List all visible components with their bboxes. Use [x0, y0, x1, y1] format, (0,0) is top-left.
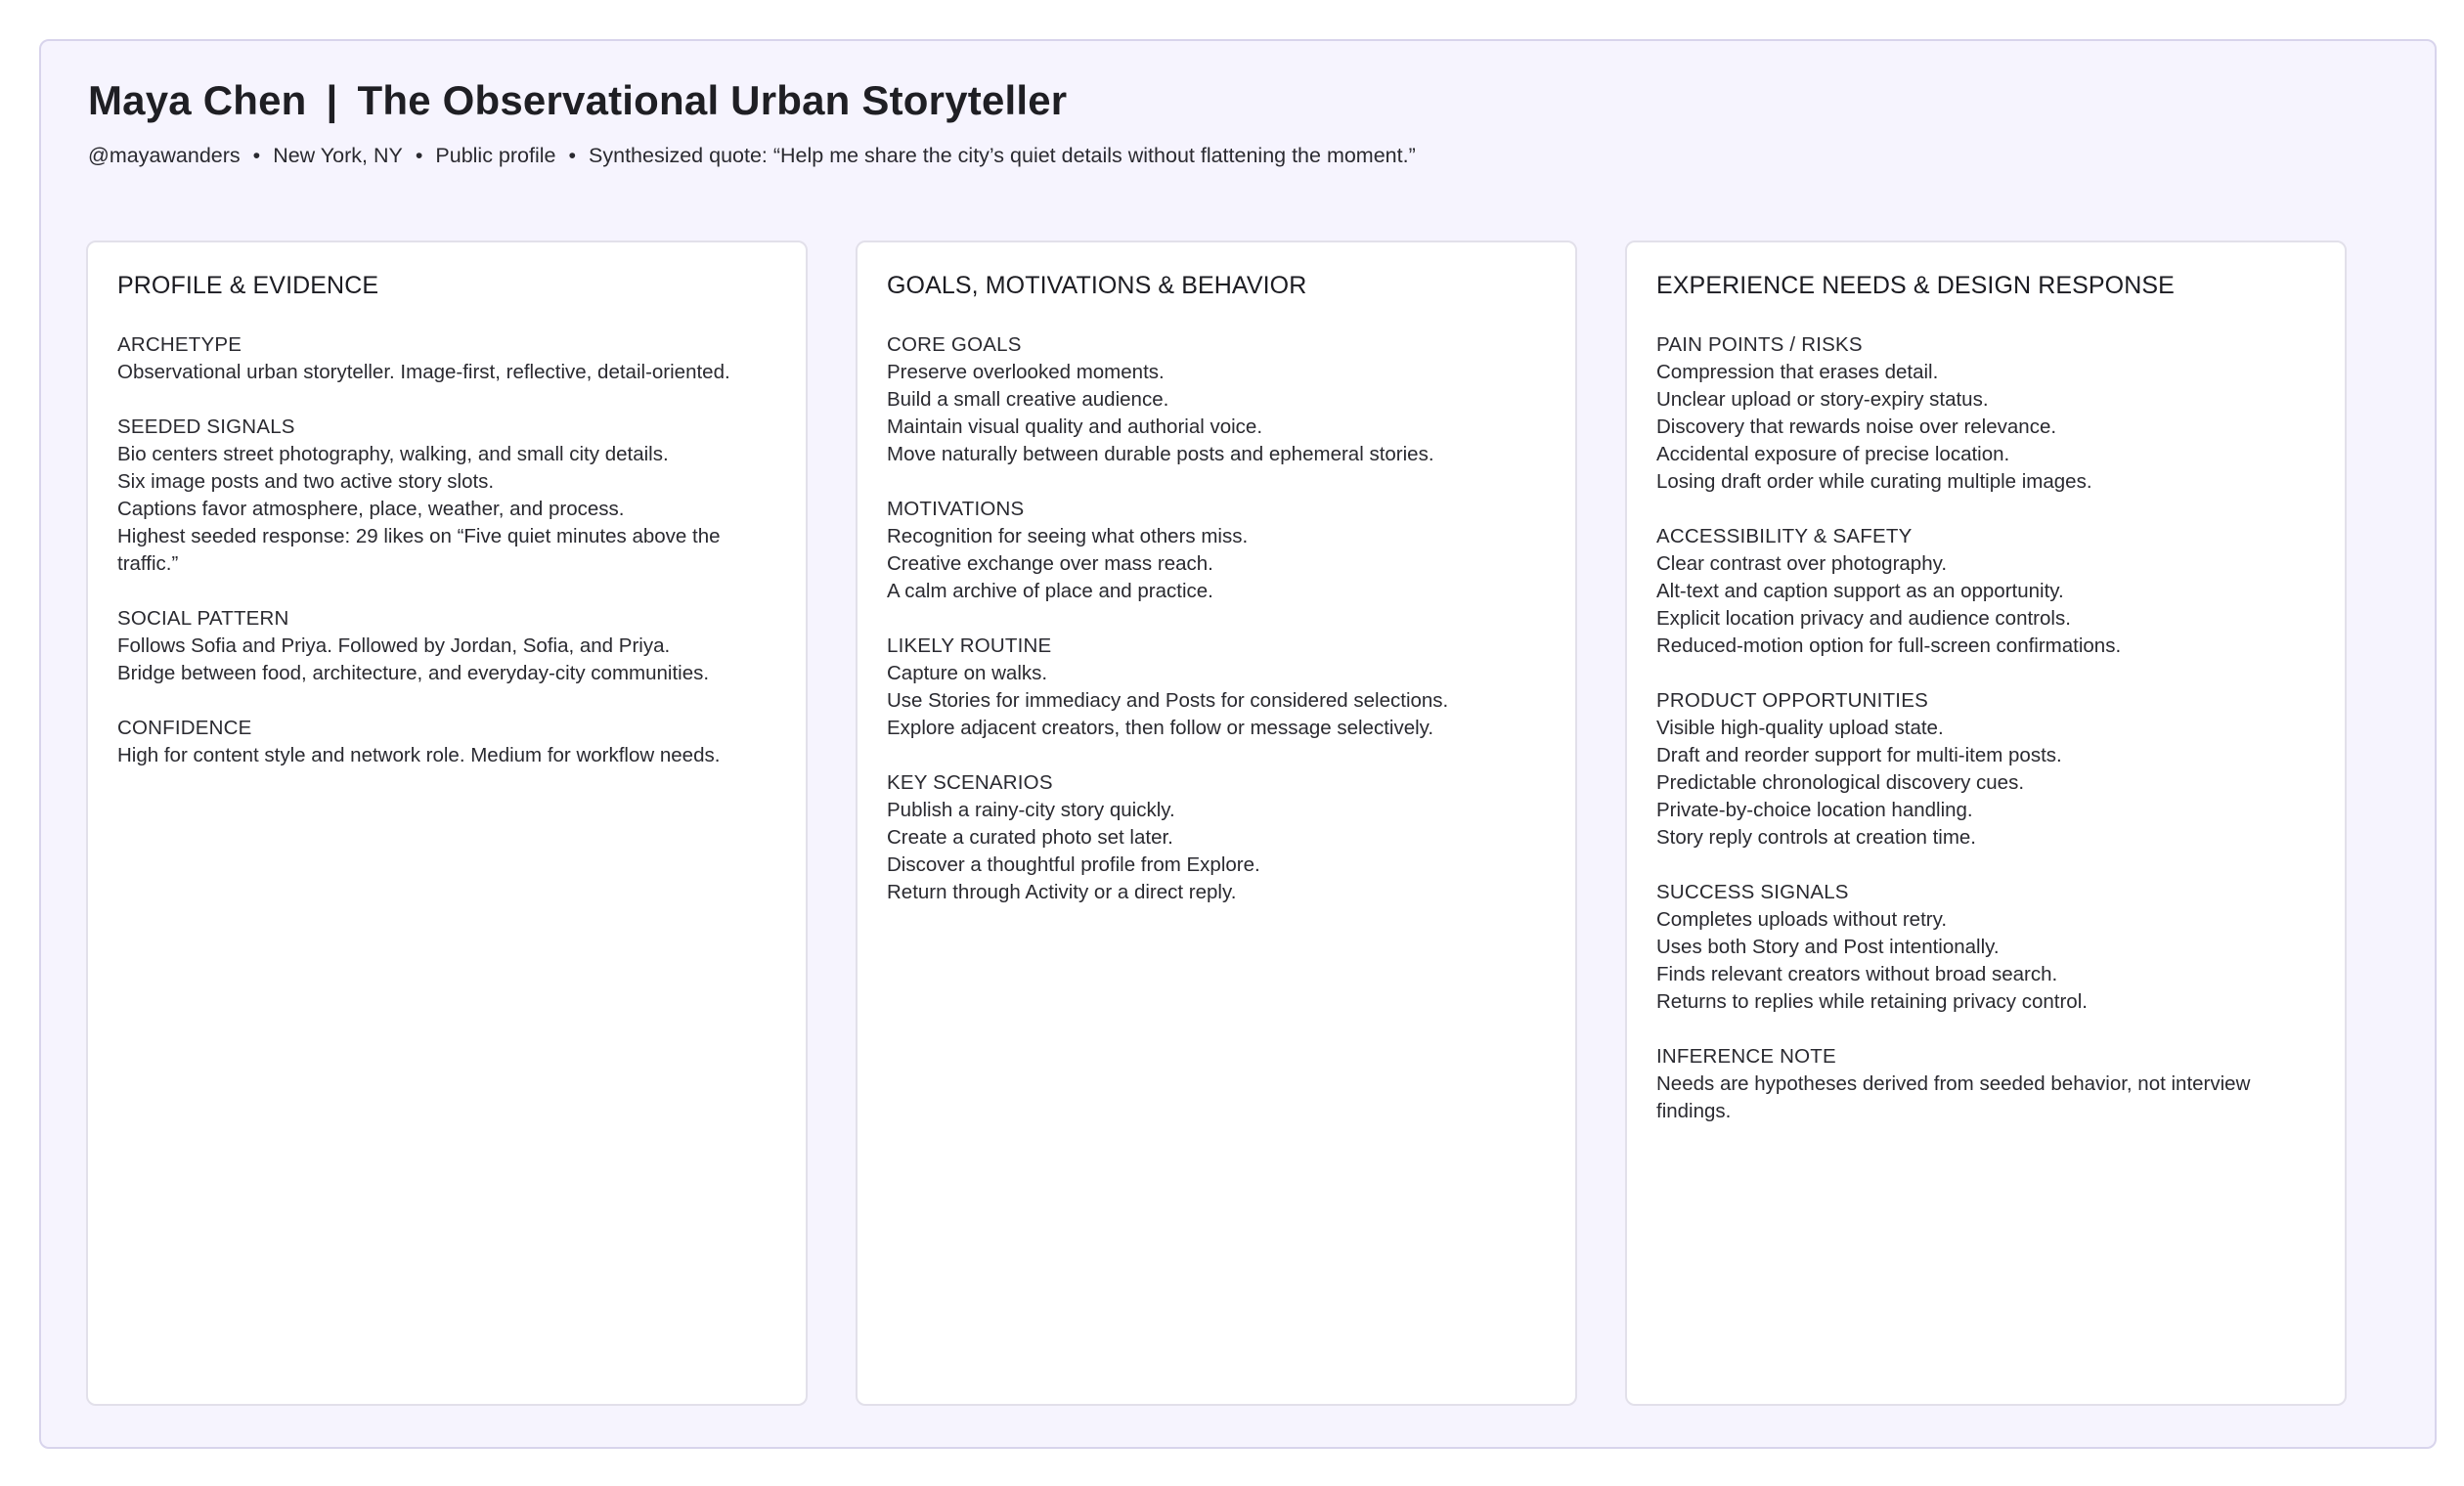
section — [887, 496, 1546, 605]
section-line: Draft and reorder support for multi-item posts. — [1656, 743, 2062, 766]
meta-visibility: Public profile — [435, 144, 556, 167]
section — [1656, 331, 2315, 496]
section-line: Returns to replies while retaining privacy control. — [1656, 989, 2088, 1013]
persona-role: The Observational Urban Storyteller — [357, 77, 1068, 123]
section-title: MOTIVATIONS — [887, 497, 1025, 520]
section — [1656, 523, 2315, 660]
section — [1656, 1043, 2315, 1125]
meta-separator: • — [252, 144, 261, 167]
section-line: Needs are hypotheses derived from seeded behavior, not interview findings. — [1656, 1071, 2251, 1122]
section-title: PRODUCT OPPORTUNITIES — [1656, 688, 1928, 712]
section-line: Maintain visual quality and authorial voice. — [887, 415, 1263, 438]
section — [117, 715, 776, 769]
section — [1656, 879, 2315, 1016]
section-line: Use Stories for immediacy and Posts for considered selections. — [887, 688, 1449, 712]
card-title: GOALS, MOTIVATIONS & BEHAVIOR — [887, 272, 1307, 299]
section-title: ARCHETYPE — [117, 332, 242, 356]
section-line: Bio centers street photography, walking, and small city details. — [117, 442, 669, 465]
section-line: Accidental exposure of precise location. — [1656, 442, 2010, 465]
section-title: INFERENCE NOTE — [1656, 1044, 1836, 1068]
section-line: Bridge between food, architecture, and everyday-city communities. — [117, 661, 710, 684]
section-line: Six image posts and two active story slots. — [117, 469, 495, 493]
card-title: PROFILE & EVIDENCE — [117, 272, 379, 299]
section-line: Explore adjacent creators, then follow or message selectively. — [887, 716, 1434, 739]
section-line: Explicit location privacy and audience controls. — [1656, 606, 2071, 630]
section-line: Captions favor atmosphere, place, weather, and process. — [117, 497, 625, 520]
section-title: SOCIAL PATTERN — [117, 606, 289, 630]
persona-board — [39, 39, 2437, 1449]
meta-quote: Synthesized quote: “Help me share the city’s quiet details without flattening the moment.” — [589, 144, 1416, 167]
section — [1656, 687, 2315, 852]
section-line: Completes uploads without retry. — [1656, 907, 1948, 931]
section-title: CONFIDENCE — [117, 716, 252, 739]
section — [887, 633, 1546, 742]
section-line: Follows Sofia and Priya. Followed by Jordan, Sofia, and Priya. — [117, 634, 671, 657]
section-line: Capture on walks. — [887, 661, 1048, 684]
section — [117, 414, 776, 578]
section-title: SEEDED SIGNALS — [117, 415, 295, 438]
section-line: Create a curated photo set later. — [887, 825, 1173, 849]
meta-separator: • — [568, 144, 577, 167]
section-line: Visible high-quality upload state. — [1656, 716, 1944, 739]
persona-name: Maya Chen — [88, 77, 307, 123]
section-title: CORE GOALS — [887, 332, 1022, 356]
section-line: Publish a rainy-city story quickly. — [887, 798, 1175, 821]
section-line: Return through Activity or a direct reply. — [887, 880, 1237, 903]
title-separator: | — [326, 77, 338, 123]
section-line: Compression that erases detail. — [1656, 360, 1939, 383]
section-line: Highest seeded response: 29 likes on “Five quiet minutes above the traffic.” — [117, 524, 721, 575]
section-line: Uses both Story and Post intentionally. — [1656, 935, 2000, 958]
section-line: Creative exchange over mass reach. — [887, 551, 1213, 575]
section-line: Discovery that rewards noise over relevance. — [1656, 415, 2057, 438]
card-title: EXPERIENCE NEEDS & DESIGN RESPONSE — [1656, 272, 2175, 299]
section — [117, 605, 776, 687]
section-line: Preserve overlooked moments. — [887, 360, 1165, 383]
section-line: Observational urban storyteller. Image-first, reflective, detail-oriented. — [117, 360, 730, 383]
card-profile-evidence — [86, 240, 808, 1406]
section — [117, 331, 776, 386]
section-line: Finds relevant creators without broad search. — [1656, 962, 2058, 985]
section-line: High for content style and network role. Medium for workflow needs. — [117, 743, 721, 766]
section-title: ACCESSIBILITY & SAFETY — [1656, 524, 1913, 547]
section-line: Private-by-choice location handling. — [1656, 798, 1973, 821]
section-line: Reduced-motion option for full-screen confirmations. — [1656, 634, 2122, 657]
meta-handle: @mayawanders — [88, 144, 241, 167]
section — [887, 331, 1546, 468]
section-title: LIKELY ROUTINE — [887, 634, 1052, 657]
section-line: Losing draft order while curating multiple images. — [1656, 469, 2092, 493]
section-line: A calm archive of place and practice. — [887, 579, 1213, 602]
section — [887, 769, 1546, 906]
section-line: Move naturally between durable posts and ephemeral stories. — [887, 442, 1434, 465]
profile-meta — [88, 143, 1416, 170]
section-line: Predictable chronological discovery cues. — [1656, 770, 2025, 794]
section-title: KEY SCENARIOS — [887, 770, 1053, 794]
meta-separator: • — [415, 144, 423, 167]
card-goals-motivations-behavior — [856, 240, 1577, 1406]
meta-location: New York, NY — [273, 144, 403, 167]
card-experience-needs-design-response — [1625, 240, 2347, 1406]
section-line: Story reply controls at creation time. — [1656, 825, 1976, 849]
section-line: Clear contrast over photography. — [1656, 551, 1948, 575]
section-line: Build a small creative audience. — [887, 387, 1169, 411]
section-title: SUCCESS SIGNALS — [1656, 880, 1849, 903]
section-line: Recognition for seeing what others miss. — [887, 524, 1249, 547]
page-title — [88, 76, 1067, 125]
section-line: Discover a thoughtful profile from Explore. — [887, 852, 1260, 876]
section-line: Alt-text and caption support as an opportunity. — [1656, 579, 2064, 602]
section-title: PAIN POINTS / RISKS — [1656, 332, 1863, 356]
section-line: Unclear upload or story-expiry status. — [1656, 387, 1989, 411]
